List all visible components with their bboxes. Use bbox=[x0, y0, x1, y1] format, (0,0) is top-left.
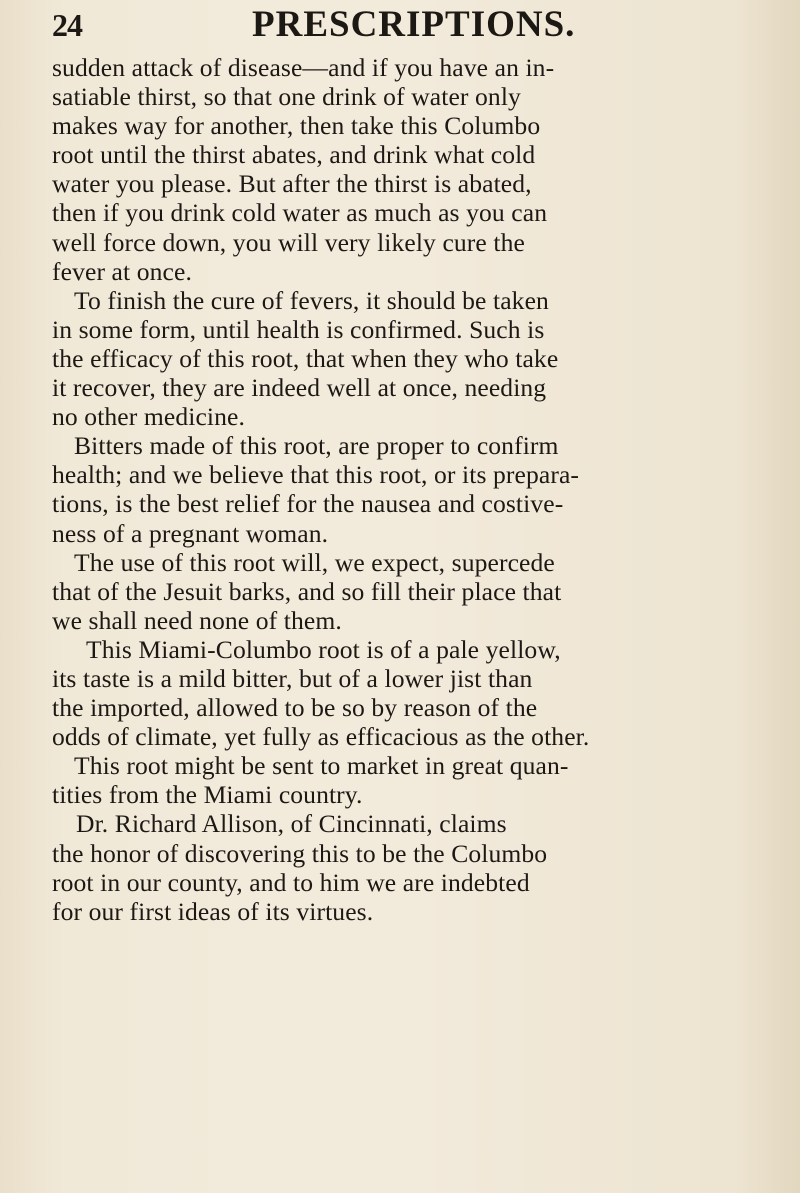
body-text bbox=[52, 53, 792, 926]
text-line: tions, is the best relief for the nausea and costive- bbox=[52, 489, 564, 519]
text-line: the imported, allowed to be so by reason of the bbox=[52, 693, 538, 723]
page-header bbox=[52, 2, 792, 48]
running-head: PRESCRIPTIONS. bbox=[252, 4, 576, 45]
text-line: the efficacy of this root, that when they who take bbox=[52, 343, 559, 373]
text-line: no other medicine. bbox=[52, 402, 245, 432]
paragraph-start-line: The use of this root will, we expect, supercede bbox=[74, 547, 555, 577]
text-line: tities from the Miami country. bbox=[52, 780, 363, 810]
text-line: odds of climate, yet fully as efficacious as the other. bbox=[52, 722, 590, 752]
text-line: water you please. But after the thirst is abated, bbox=[52, 169, 532, 199]
text-line: health; and we believe that this root, or its prepara- bbox=[52, 460, 580, 490]
text-line: fever at once. bbox=[52, 256, 192, 286]
text-line: the honor of discovering this to be the Columbo bbox=[52, 838, 548, 868]
paragraph-start-line: This Miami-Columbo root is of a pale yellow, bbox=[86, 634, 561, 664]
text-line: we shall need none of them. bbox=[52, 605, 342, 635]
text-line: that of the Jesuit barks, and so fill their place that bbox=[52, 576, 562, 606]
text-line: then if you drink cold water as much as you can bbox=[52, 198, 548, 228]
paragraph-start-line: Bitters made of this root, are proper to confirm bbox=[74, 431, 559, 461]
text-line: for our first ideas of its virtues. bbox=[52, 896, 374, 926]
text-line: ness of a pregnant woman. bbox=[52, 518, 329, 548]
text-line: root until the thirst abates, and drink what cold bbox=[52, 140, 536, 170]
text-line: its taste is a mild bitter, but of a lower jist than bbox=[52, 663, 533, 693]
text-line: in some form, until health is confirmed. Such is bbox=[52, 314, 545, 344]
text-line: root in our county, and to him we are indebted bbox=[52, 867, 530, 897]
text-line: well force down, you will very likely cure the bbox=[52, 227, 525, 257]
paragraph-start-line: Dr. Richard Allison, of Cincinnati, claims bbox=[76, 809, 507, 839]
paragraph-start-line: To finish the cure of fevers, it should be taken bbox=[74, 285, 549, 315]
paragraph-start-line: This root might be sent to market in great quan- bbox=[74, 751, 569, 781]
text-line: sudden attack of disease—and if you have an in- bbox=[52, 53, 555, 82]
page-number: 24 bbox=[52, 7, 82, 43]
text-line: makes way for another, then take this Columbo bbox=[52, 111, 541, 141]
text-line: satiable thirst, so that one drink of water only bbox=[52, 82, 521, 112]
text-line: it recover, they are indeed well at once, needing bbox=[52, 373, 547, 403]
